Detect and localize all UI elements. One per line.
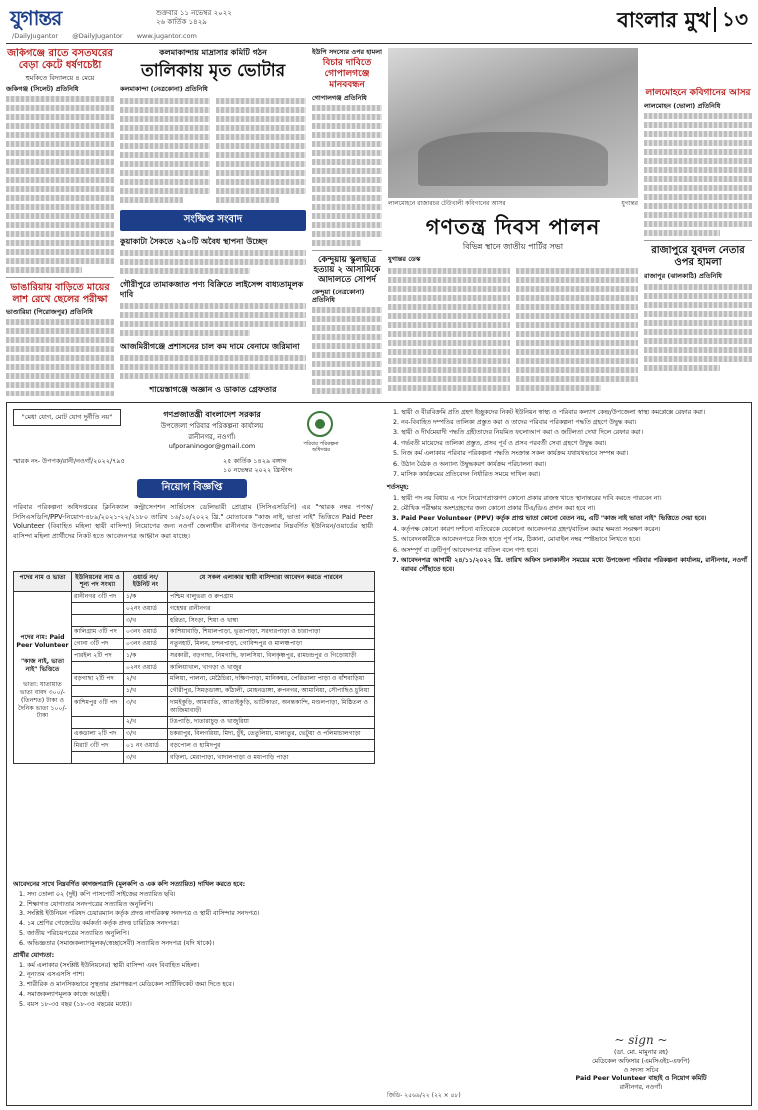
headline-jokiganj[interactable]: জকিগঞ্জে রাতে বসতঘরের বেড়া কেটে ধর্ষণচেষ্টা — [7, 48, 113, 71]
notice-title: নিয়োগ বিজ্ঞপ্তি — [137, 479, 247, 498]
memo-date — [223, 457, 373, 475]
headline-kendua[interactable]: কেন্দুয়ায় স্কুলছাত্র হত্যায় ২ আসামিকে আদালতে সোপর্দ — [313, 254, 381, 286]
byline-kolmakanda: কলমাকান্দা (নেত্রকোনা) প্রতিনিধি — [120, 85, 208, 94]
cell-ward: ৩/খ — [124, 752, 168, 764]
cell-ward: ০২নং ওয়ার্ড — [124, 603, 168, 615]
th-ward: ওয়ার্ড নং/ইউনিট নং — [124, 572, 168, 592]
cell-area: কালিয়াখাল, খাগড়া ও খাজুর — [168, 662, 375, 674]
cell-union — [72, 662, 124, 674]
list-item: 7. মাসিক কার্যক্রমের প্রতিবেদন নির্ধারিত সময়ে দাখিল করা। — [401, 471, 747, 480]
headline-kolmakanda[interactable]: তালিকায় মৃত ভোটার — [140, 61, 286, 81]
cell-union — [72, 716, 124, 728]
memo-date-bn: ২৫ কার্তিক ১৪২৯ বঙ্গাব্দ — [223, 457, 287, 465]
cell-union — [72, 603, 124, 615]
ad-code: জিডি- ২৫৬৯/২২ (২২ × ৪৮) — [387, 1091, 461, 1099]
list-item: 2. নূন্যতম এসএসসি পাশ। — [27, 971, 375, 980]
notice-intro: পরিবার পরিকল্পনা অধিদপ্তরের ক্লিনিক্যাল কন্ট্রাসেপশন সার্ভিসেস ডেলিভারী প্রোগ্রাম (সিসিএসডিপি) এর "স্মারক নম্বর পপঅ/সিসিএসডিপি/PPV-নিয়োগ-৪৮৯/২০২১-২২/২১৮০ তারিখ ১৬/১০/২০২২ খ্রি." মোতাবেক "কাজ নাই, ভাতা নাই" ভিত্তিতে Paid Peer Volunteer (বিবাহিত মহিলা স্থায়ী বাসিন্দা) নিয়োগের জন্য নওগাঁ জেলাধীন রানীনগর উপজেলার নিম্নবর্ণিত ইউনিয়ন/ওয়ার্ডের স্থায়ী বাসিন্দা মহিলা প্রার্থীদের নিকট হতে আবেদনপত্র আহ্বান করা যাচ্ছে। — [13, 503, 373, 540]
post-cell — [14, 591, 72, 763]
brief-shayestaganj[interactable]: শায়েস্তাগঞ্জে অজ্ঞান ও ডাকাত গ্রেফতার — [149, 384, 277, 394]
list-item: 6. অভিজ্ঞতার (সমাজকল্যাণমূলক/স্বেচ্ছাসেবী) সত্যায়িত সনদপত্র (যদি থাকে)। — [27, 940, 375, 949]
th-area: যে সকল এলাকার স্থায়ী বাসিন্দারা আবেদন করতে পারবেন — [168, 572, 375, 592]
brief-gouripur[interactable]: গৌরীপুরে তামাকজাত পণ্য বিক্রিতে লাইসেন্স বাধ্যতামূলক দাবি — [120, 279, 304, 299]
cell-ward: ২/খ — [124, 673, 168, 685]
list-item: 3. স্থায়ী ও দীর্ঘমেয়াদী পদ্ধতি গ্রহীতাদের নিয়মিত ফলোআপ করা ও জটিলতা দেখা দিলে রেফার করা। — [401, 429, 747, 438]
cell-area: বড়পোল ও হামিদপুর — [168, 740, 375, 752]
news-column-main — [388, 48, 638, 396]
byline-gopalganj: গোপালগঞ্জ প্রতিনিধি — [312, 93, 367, 102]
office-heading — [137, 409, 287, 452]
byline-gonotontro: যুগান্তর ডেস্ক — [388, 254, 421, 263]
signature-block — [561, 1032, 721, 1093]
cell-ward: ৩/খ — [124, 728, 168, 740]
list-item: 7. আবেদনপত্র আগামী ২৪/১১/২০২২ খ্রি. তারিখ অফিস চলাকালীন সময়ের মধ্যে উপজেলা পরিবার পরিকল্পনা কার্যালয়, রানীনগর, নওগাঁ বরাবর পৌঁছাতে হবে। — [401, 557, 747, 575]
website-link[interactable]: www.jugantor.com — [136, 32, 197, 40]
list-item: 1. সদ্য তোলা ০২ (দুই) কপি পাসপোর্ট সাইজের সত্যায়িত ছবি। — [27, 891, 375, 900]
list-item: 3. সংশ্লিষ্ট ইউনিয়ন পরিষদ চেয়ারম্যান কর্তৃক প্রদত্ত নাগরিকত্ব সনদপত্র ও স্থায়ী বাসিন্দার সনদপত্র। — [27, 910, 375, 919]
news-column-2 — [120, 48, 306, 396]
newspaper-logo[interactable]: যুগান্তর — [10, 6, 62, 30]
post-allowance: ভাতা: যাতায়াত ভাতা বাবদ ৩০০/- (তিনশত) টাকা ও দৈনিক ভাতা ১০০/- টাকা — [18, 681, 67, 720]
page-header — [6, 4, 752, 44]
table-row — [14, 591, 375, 603]
kicker-kolmakanda: কলমাকান্দায় মাদ্রাসার কমিটি গঠন — [159, 48, 267, 57]
list-item: 2. শিক্ষাগত যোগ্যতার সনদপত্রের সত্যায়িত অনুলিপি। — [27, 901, 375, 910]
list-item: 2. নব-বিবাহিত দম্পতির তালিকা প্রস্তুত করা ও তাদের পরিবার পরিকল্পনা পদ্ধতি গ্রহণে উদ্বুদ্ধ করা। — [401, 419, 747, 428]
signer-title-2: ও সদস্য সচিব — [623, 1066, 659, 1074]
facebook-link[interactable]: /DailyJugantor — [12, 32, 59, 40]
motto-box: "মেধা যোগ, মোট যোগ দুর্নীতি নয়" — [13, 409, 121, 426]
list-item: 6. উঠান বৈঠক ও অন্যান্য উদ্বুদ্ধকরণ কার্যক্রম পরিচালনা করা। — [401, 461, 747, 470]
issue-date — [156, 9, 232, 28]
memo-number: স্মারক নং- উপপক/রানী/নওগাঁ/২০২২/৭৯৫ — [13, 457, 125, 465]
cell-area: হরিতা, সিংড়া, শিয়া ও খাম্বা — [168, 615, 375, 627]
byline-jokiganj: জকিগঞ্জ (সিলেট) প্রতিনিধি — [6, 85, 79, 94]
byline-lalmohan: লালমোহন (ভোলা) প্রতিনিধি — [644, 102, 721, 111]
list-item: 1. কর্ম এলাকার (সংশ্লিষ্ট ইউনিয়নের) স্থায়ী বাসিন্দা এবং বিবাহিত মহিলা। — [27, 962, 375, 971]
list-item: 3. শারীরিক ও মানসিকভাবে সুস্থতার প্রমাণস্বরূপ মেডিকেল সার্টিফিকেট জমা দিতে হবে। — [27, 981, 375, 990]
list-item: 5. জাতীয় পরিচয়পত্রের সত্যায়িত অনুলিপি। — [27, 930, 375, 939]
news-column-1 — [6, 48, 114, 396]
cell-area: নতুনহাট, মিলন, চন্দনপাড়া, গোবিন্দপুর ও মালঞ্চপাড়া — [168, 638, 375, 650]
brief-azmiriganj[interactable]: আজমিরীগঞ্জে প্রশাসনের চাল কম দামে বেনামে জরিমানা — [120, 341, 300, 351]
post-basis: "কাজ নাই, ভাতা নাই" ভিত্তিতে — [20, 657, 65, 673]
duties-and-conditions — [387, 407, 747, 577]
list-item: 5. আবেদনকারীকে আবেদনপত্রে নিজ হাতে পূর্ণ নাম, ঠিকানা, মোবাইল নম্বর স্পষ্টভাবে লিখতে হবে। — [401, 536, 747, 545]
memo-date-en: ১০ নভেম্বর ২০২২ খ্রিস্টাব্দ — [223, 465, 293, 474]
cell-ward: ২/খ — [124, 716, 168, 728]
cell-union: পারইল ২টি পদ — [72, 650, 124, 662]
cell-area: পশ্চিম বালুভরা ও রুপগ্রাম — [168, 591, 375, 603]
conditions-heading: শর্তসমূহ: — [387, 484, 409, 492]
section-title: বাংলার মুখ — [617, 7, 710, 32]
cell-union — [72, 685, 124, 697]
list-item: 4. ১ম শ্রেণির গেজেটেড কর্মকর্তা কর্তৃক প্রদত্ত চারিত্রিক সনদপত্র। — [27, 920, 375, 929]
memo-line — [13, 457, 373, 474]
cell-ward: ০৩নং ওয়ার্ড — [124, 626, 168, 638]
th-post: পদের নাম ও ভাতা — [14, 572, 72, 592]
list-item: 6. অসম্পূর্ণ বা ত্রুটিপূর্ণ আবেদনপত্র বাতিল বলে গণ্য হবে। — [401, 547, 747, 556]
list-item: 2. মৌখিক পরীক্ষায় অংশগ্রহণের জন্য কোনো প্রকার টিএ/ডিএ প্রদান করা হবে না। — [401, 505, 747, 514]
cell-ward: ১/খ — [124, 685, 168, 697]
vacancy-table — [13, 571, 375, 764]
list-item: 5. বয়স ১৮-৩৫ বছর (১৮-৩৫ বছরের মধ্যে)। — [27, 1001, 375, 1010]
cell-area: গহেশ্বর রানীনগর — [168, 603, 375, 615]
headline-bhandaria[interactable]: ভাঙারিয়ায় বাড়িতে মায়ের লাশ রেখে ছেলের পরীক্ষা — [10, 282, 110, 305]
news-column-right — [644, 48, 752, 396]
post-name: পদের নাম: Paid Peer Volunteer — [16, 634, 69, 649]
byline-kendua: কেন্দুয়া (নেত্রকোনা) প্রতিনিধি — [312, 288, 365, 305]
emblem-label: পরিবার পরিকল্পনা অধিদপ্তর — [303, 441, 339, 454]
signer-title-3: Paid Peer Volunteer বাছাই ও নিয়োগ কমিটি — [575, 1075, 707, 1083]
cell-union: গোনা ৩টি পদ — [72, 638, 124, 650]
signature-mark: ~ sign ~ — [614, 1033, 668, 1048]
cell-area: টঙপাড়ি, দাতারাচুড় ও খাজুরিয়া — [168, 716, 375, 728]
cell-ward: ০২নং ওয়ার্ড — [124, 662, 168, 674]
gov-name: গণপ্রজাতন্ত্রী বাংলাদেশ সরকার — [163, 410, 261, 419]
issue-date-bn: ২৬ কার্তিক ১৪২৯ — [156, 18, 207, 27]
photo-credit: যুগান্তর — [621, 200, 638, 207]
subhead-gonotontro: বিভিন্ন স্থানে জাতীয় পার্টির সভা — [462, 241, 564, 251]
cell-area: সরকারী, বড়গাছা, নিমগাছি, ফালসিয়া, বিলকৃষ্ণপুর, রামচন্দ্রপুর ও গিড়োয়াড়ী — [168, 650, 375, 662]
byline-rajapur: রাজাপুর (ঝালকাঠি) প্রতিনিধি — [644, 272, 722, 281]
cell-union: মিরাট ৩টি পদ — [72, 740, 124, 752]
cell-union — [72, 752, 124, 764]
eligibility-heading: প্রার্থীর যোগ্যতা: — [13, 951, 55, 959]
signer-title-4: রানীনগর, নওগাঁ। — [619, 1084, 663, 1092]
cell-area: দামইকুড়ি, আমবাতি, আতাইকুড়ি, ভাটিকাতা, অনন্তকান্দি, মণ্ডলপাড়া, মিষ্ঠিতল ও আজিমাবাড়ী — [168, 697, 375, 717]
list-item: 4. সমাজকল্যাণমূলক কাজে আগ্রহী। — [27, 991, 375, 1000]
headline-gonotontro[interactable]: গণতন্ত্র দিবস পালন — [425, 214, 601, 239]
cell-area: বড়িলা, মেরাপাড়া, খাদালপাড়া ও মধ্যপাড়ি পাড়া — [168, 752, 375, 764]
photo-caption: লালমোহনে রাজারচর টেউখালী কবিগানের আসর — [388, 200, 506, 207]
office-name: উপজেলা পরিবার পরিকল্পনা কার্যালয় — [160, 422, 264, 430]
cell-ward: ৩/খ — [124, 615, 168, 627]
kicker-gopalganj: ইউপি সদস্যের ওপর হামলা — [312, 48, 382, 56]
family-planning-logo-icon — [307, 411, 333, 437]
list-item: 1. স্থায়ী পদ নয় বিধায় এ পদে নিয়োগপ্রাপ্তগণ কোনো প্রকার রাজস্ব খাতে স্থানান্তরের দাবি করতে পারবেন না। — [401, 495, 747, 504]
cell-area: গৌরীপুর, সিমড়ডাঙ্গা, কাঁঠালী, মোহনডাঙ্গা, রুপনগর, আমানিয়া, সৌপাছিও চুনিয়া — [168, 685, 375, 697]
headline-rajapur[interactable]: রাজাপুরে যুবদল নেতার ওপর হামলা — [651, 245, 745, 269]
briefs-banner: সংক্ষিপ্ত সংবাদ — [120, 210, 306, 231]
cell-area: চকরাপুর, বিলগরিয়া, মিদা, চুঁই, তেতুলিয়া, মালাতুর, ভেটুয়া ও পলিমাচালগাড়া — [168, 728, 375, 740]
subhead-jokiganj: হুমকিতে বিদ্যালয়ে ৪ মেয়ে — [25, 74, 95, 82]
cell-ward: ১/ক — [124, 650, 168, 662]
cell-area: কাশিয়াবাড়ি, শিয়ালপাড়া, ভূতাপাড়া, সরদারপাড়া ও চারাপাড়া — [168, 626, 375, 638]
brief-kuakata[interactable]: কুয়াকাটা সৈকতে ২৯০টি অবৈধ স্থাপনা উচ্ছেদ — [120, 236, 268, 246]
apply-heading: আবেদনের সাথে নিম্নবর্ণিত কাগজপত্রাদি (মূলকপি ও এক কপি সত্যায়িত) দাখিল করতে হবে: — [13, 881, 246, 888]
page-number: ১৩ — [714, 7, 748, 32]
signer-name: (ডা. মো. মামুনার রহ) — [614, 1048, 668, 1056]
cell-ward: ০৩নং ওয়ার্ড — [124, 638, 168, 650]
headline-gopalganj[interactable]: বিচার দাবিতে গোপালগঞ্জে মানববন্ধন — [322, 58, 372, 90]
twitter-link[interactable]: @DailyJugantor — [72, 32, 123, 40]
recruitment-notice — [6, 402, 752, 1106]
th-union: ইউনিয়নের নাম ও শূন্য পদ সংখ্যা — [72, 572, 124, 592]
office-email[interactable]: ufporaninogor@gmail.com — [168, 442, 256, 450]
cell-ward: ৩/খ — [124, 697, 168, 717]
list-item: 3. Paid Peer Volunteer (PPV) কর্তৃক প্রাপ্ত ভাতা কোনো বেতন নয়, এটি "কাজ নাই ভাতা নাই" ভিত্তিতে দেয়া হবে। — [401, 515, 747, 524]
cell-union — [72, 615, 124, 627]
headline-lalmohan[interactable]: লালমোহনে কবিগানের আসর — [645, 88, 751, 98]
cell-ward: ০১ নং ওয়ার্ড — [124, 740, 168, 752]
cell-union: কাশিমপুর ৩টি পদ — [72, 697, 124, 717]
office-location: রানীনগর, নওগাঁ। — [188, 432, 236, 441]
apply-documents — [13, 881, 375, 1011]
list-item: 1. স্থায়ী ও বীরবিক্রমি প্রতি গ্রহণ ইচ্ছুকদের নিকট ইউনিয়ন স্বাস্থ্য ও পরিবার কল্যাণ কেন্দ্র/উপজেলা স্বাস্থ্য কমপ্লেক্সে রেফার করা। — [401, 409, 747, 418]
list-item: 4. কর্তৃপক্ষ কোনো কারণ দর্শানো ব্যতিরেকে যেকোনো আবেদনপত্র গ্রহণ/বাতিল করার ক্ষমতা সংরক্ষণ করেন। — [401, 526, 747, 535]
list-item: 4. গর্ভবতী মায়েদের তালিকা প্রস্তুত, প্রসব পূর্ব ও প্রসব পরবর্তী সেবা গ্রহণে উদ্বুদ্ধ করা। — [401, 440, 747, 449]
issue-date-en: শুক্রবার ১১ নভেম্বর ২০২২ — [156, 9, 232, 17]
news-column-3 — [312, 48, 382, 396]
cell-area: মলিয়া, পালনা, মেঠৈচিরা, দক্ষিণপাড়া, মানিকশ্বর, পেরিতালা পাড়া ও বাঁশবাড়িয়া — [168, 673, 375, 685]
cell-union: বড়গাছা ২টি পদ — [72, 673, 124, 685]
byline-bhandaria: ভাণ্ডারিয়া (পিরোজপুর) প্রতিনিধি — [6, 308, 93, 317]
kobigan-photo[interactable] — [388, 48, 638, 198]
signer-title-1: মেডিকেল অফিসার (এমসিএইচ-এফপি) — [592, 1057, 690, 1065]
social-links — [12, 32, 209, 40]
cell-union: কালিগ্রাম ৩টি পদ — [72, 626, 124, 638]
cell-union: রানীনগর ৩টি পদ — [72, 591, 124, 603]
list-item: 5. নিজ কর্ম এলাকায় পরিবার পরিকল্পনা পদ্ধতি সংক্রান্ত সকল কার্যক্রম যথাযথভাবে সম্পন্ন করা। — [401, 450, 747, 459]
cell-ward: ১/ক — [124, 591, 168, 603]
cell-union: একডালা ২টি পদ — [72, 728, 124, 740]
